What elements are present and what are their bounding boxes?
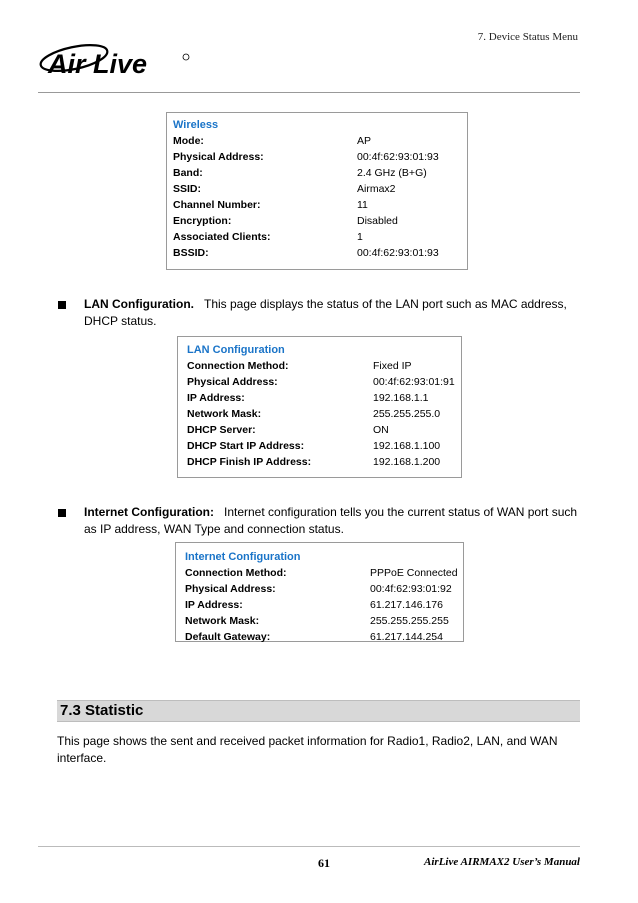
status-row	[185, 597, 463, 613]
chapter-header: 7. Device Status Menu	[477, 31, 578, 43]
status-value: Fixed IP	[373, 360, 412, 372]
status-row	[173, 245, 467, 261]
status-value: ON	[373, 424, 389, 436]
status-label: IP Address:	[187, 392, 245, 404]
status-row	[187, 390, 461, 406]
bullet-heading: LAN Configuration.	[84, 297, 194, 311]
status-label: Network Mask:	[185, 615, 260, 627]
status-row	[185, 613, 463, 629]
status-value: 00:4f:62:93:01:93	[357, 247, 439, 259]
status-value: 192.168.1.1	[373, 392, 429, 404]
status-value: 00:4f:62:93:01:91	[373, 376, 455, 388]
lan-bullet	[58, 296, 578, 330]
lan-panel	[177, 336, 462, 478]
status-row	[187, 454, 461, 470]
status-row	[187, 358, 461, 374]
status-label: BSSID:	[173, 247, 209, 259]
bullet-square-icon	[58, 301, 66, 309]
header-divider	[38, 92, 580, 93]
status-value: 00:4f:62:93:01:93	[357, 151, 439, 163]
status-value: Airmax2	[357, 183, 396, 195]
status-value: 1	[357, 231, 363, 243]
status-row	[173, 181, 467, 197]
section-heading: 7.3 Statistic	[60, 702, 144, 719]
status-label: Default Gateway:	[185, 631, 271, 643]
bullet-heading: Internet Configuration:	[84, 505, 214, 519]
section-heading-bar	[57, 700, 580, 722]
status-row	[187, 374, 461, 390]
bullet-text	[84, 296, 578, 330]
status-value: 2.4 GHz (B+G)	[357, 167, 427, 179]
status-value: 11	[357, 199, 368, 211]
panel-title: Wireless	[173, 119, 219, 131]
wireless-rows	[173, 133, 467, 261]
status-value: PPPoE Connected	[370, 567, 458, 579]
status-label: Channel Number:	[173, 199, 261, 211]
status-row	[173, 229, 467, 245]
status-label: Physical Address:	[173, 151, 264, 163]
wireless-panel	[166, 112, 468, 270]
status-value: AP	[357, 135, 372, 147]
status-label: Physical Address:	[185, 583, 276, 595]
status-row	[173, 133, 467, 149]
footer-divider	[38, 846, 580, 847]
status-label: DHCP Server:	[187, 424, 256, 436]
status-label: Associated Clients:	[173, 231, 271, 243]
status-value: 61.217.146.176	[370, 599, 443, 611]
lan-rows	[187, 358, 461, 470]
status-row	[185, 565, 463, 581]
status-value: 255.255.255.0	[373, 408, 441, 420]
status-value: 192.168.1.200	[373, 456, 441, 468]
status-label: Encryption:	[173, 215, 232, 227]
status-row	[173, 149, 467, 165]
status-label: SSID:	[173, 183, 202, 195]
page-number: 61	[318, 856, 330, 870]
internet-panel	[175, 542, 464, 642]
status-label: DHCP Finish IP Address:	[187, 456, 312, 468]
status-label: Connection Method:	[187, 360, 289, 372]
bullet-text	[84, 504, 578, 538]
panel-title: Internet Configuration	[185, 551, 301, 563]
airlive-logo	[38, 40, 193, 82]
status-row	[185, 581, 463, 597]
status-value: 192.168.1.100	[373, 440, 441, 452]
status-label: IP Address:	[185, 599, 243, 611]
status-label: Network Mask:	[187, 408, 262, 420]
status-row	[173, 197, 467, 213]
bullet-body: This page displays the status of the LAN port such as MAC address, DHCP status.	[84, 297, 567, 328]
bullet-square-icon	[58, 509, 66, 517]
status-label: DHCP Start IP Address:	[187, 440, 305, 452]
status-label: Mode:	[173, 135, 204, 147]
status-label: Physical Address:	[187, 376, 278, 388]
status-row	[185, 629, 463, 645]
status-value: 255.255.255.255	[370, 615, 449, 627]
status-row	[187, 422, 461, 438]
status-row	[173, 165, 467, 181]
status-row	[173, 213, 467, 229]
internet-bullet	[58, 504, 578, 538]
panel-title: LAN Configuration	[187, 344, 285, 356]
status-row	[187, 406, 461, 422]
status-label: Connection Method:	[185, 567, 287, 579]
status-value: 00:4f:62:93:01:92	[370, 583, 452, 595]
section-paragraph: This page shows the sent and received packet information for Radio1, Radio2, LAN, and WAN interface.	[57, 734, 558, 765]
status-value: Disabled	[357, 215, 398, 227]
status-label: Band:	[173, 167, 203, 179]
status-value: 61.217.144.254	[370, 631, 443, 643]
svg-text:Air Live: Air Live	[48, 49, 148, 79]
bullet-body: Internet configuration tells you the current status of WAN port such as IP address, WAN Type and connection status.	[84, 505, 578, 536]
manual-title: AirLive AIRMAX2 User’s Manual	[424, 856, 580, 868]
internet-rows	[185, 565, 463, 645]
status-row	[187, 438, 461, 454]
